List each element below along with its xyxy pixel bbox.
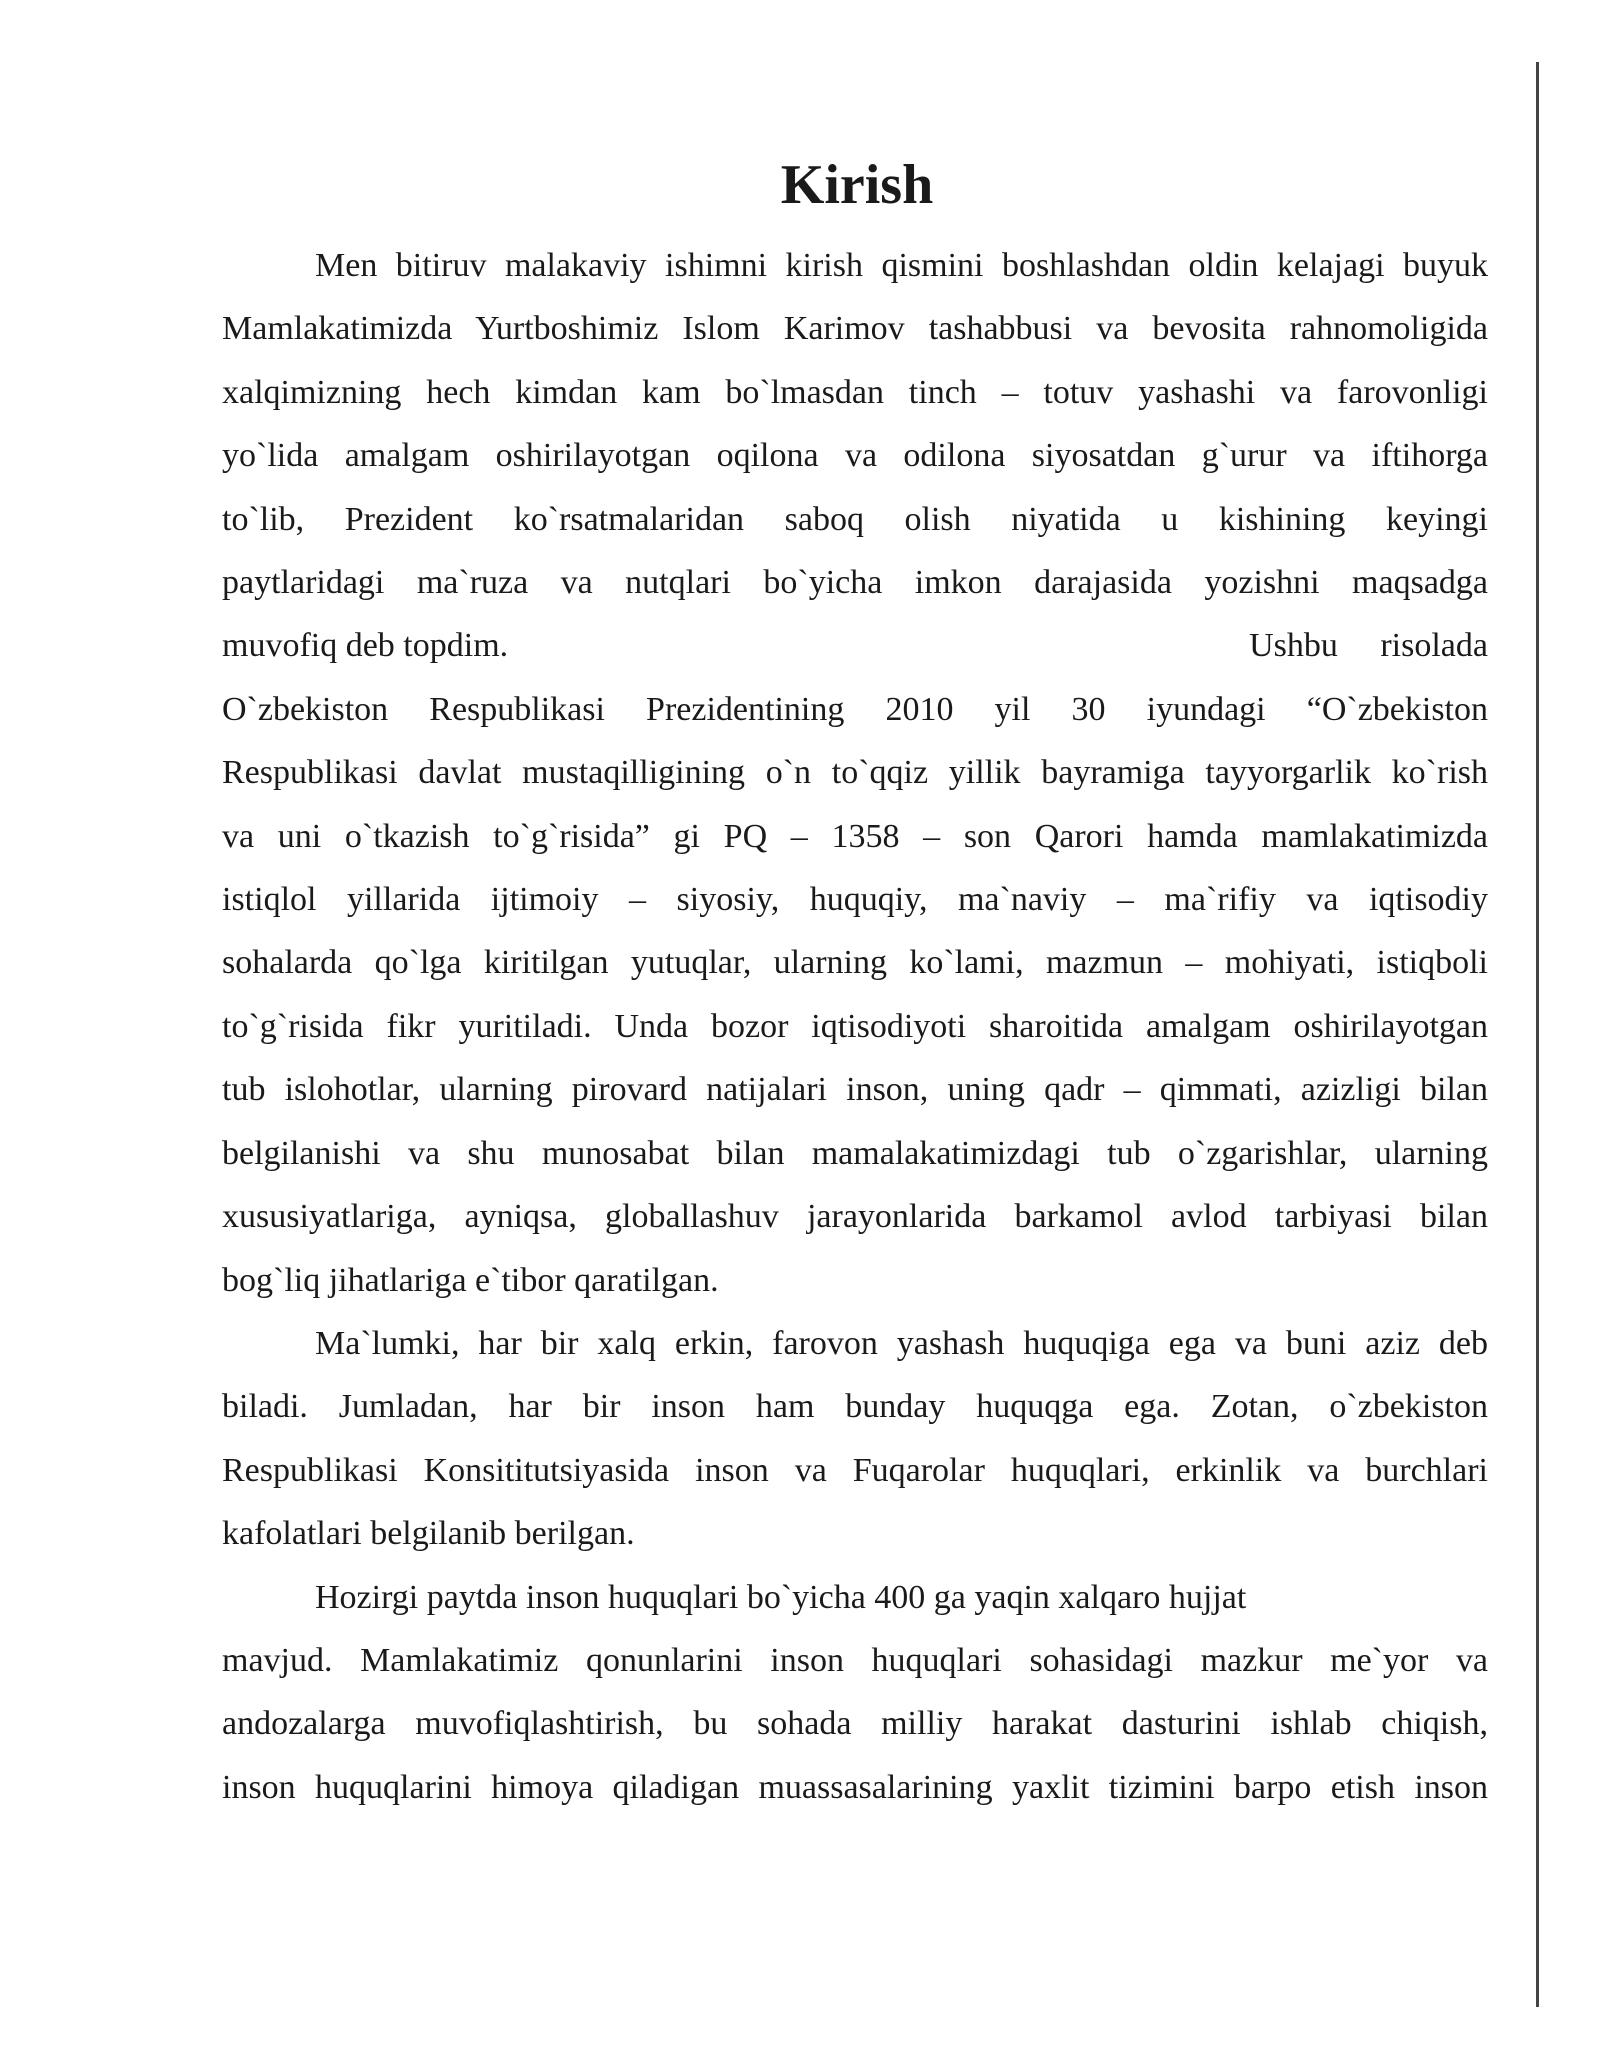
text-line: to`lib, Prezident ko`rsatmalaridan saboq olish niyatida u kishining keyingi (222, 500, 1488, 538)
text-line: xalqimizning hech kimdan kam bo`lmasdan tinch – totuv yashashi va farovonligi (222, 373, 1488, 411)
paragraph-1 (222, 234, 1488, 678)
text-line: xususiyatlariga, ayniqsa, globallashuv jarayonlarida barkamol avlod tarbiyasi bilan (222, 1198, 1488, 1236)
text-line: O`zbekiston Respublikasi Prezidentining 2010 yil 30 iyundagi “O`zbekiston (222, 690, 1488, 728)
text-line: paytlaridagi ma`ruza va nutqlari bo`yicha imkon darajasida yozishni maqsadga (222, 564, 1488, 602)
text-line: Hozirgi paytda inson huquqlari bo`yicha 400 ga yaqin xalqaro hujjat (315, 1578, 1247, 1616)
text-line: va uni o`tkazish to`g`risida” gi PQ – 1358 – son Qarori hamda mamlakatimizda (222, 817, 1488, 855)
text-line-left: muvofiq deb topdim. (222, 627, 509, 665)
text-line: yo`lida amalgam oshirilayotgan oqilona va odilona siyosatdan g`urur va iftihorga (222, 437, 1488, 475)
text-line-right: Ushbu risolada (1249, 627, 1488, 665)
text-line: sohalarda qo`lga kiritilgan yutuqlar, ularning ko`lami, mazmun – mohiyati, istiqboli (222, 944, 1488, 982)
text-line: Mamlakatimizda Yurtboshimiz Islom Karimov tashabbusi va bevosita rahnomoligida (222, 310, 1488, 348)
page-margin-rule (1536, 62, 1539, 2007)
text-line: belgilanishi va shu munosabat bilan mamalakatimizdagi tub o`zgarishlar, ularning (222, 1134, 1488, 1172)
text-line: Respublikasi Konsititutsiyasida inson va Fuqarolar huquqlari, erkinlik va burchlari (222, 1451, 1488, 1489)
text-line: biladi. Jumladan, har bir inson ham bunday huquqga ega. Zotan, o`zbekiston (222, 1388, 1488, 1426)
page-title: Kirish (780, 154, 934, 216)
text-line: andozalarga muvofiqlashtirish, bu sohada milliy harakat dasturini ishlab chiqish, (222, 1705, 1488, 1743)
text-line: Respublikasi davlat mustaqilligining o`n to`qqiz yillik bayramiga tayyorgarlik ko`rish (222, 754, 1488, 792)
text-line: inson huquqlarini himoya qiladigan muassasalarining yaxlit tizimini barpo etish inson (222, 1768, 1488, 1806)
text-line: Men bitiruv malakaviy ishimni kirish qismini boshlashdan oldin kelajagi buyuk (315, 247, 1488, 284)
paragraph-2 (222, 678, 1488, 1312)
paragraph-3 (222, 1312, 1488, 1566)
text-line: bog`liq jihatlariga e`tibor qaratilgan. (222, 1261, 719, 1299)
text-line: Ma`lumki, har bir xalq erkin, farovon yashash huquqiga ega va buni aziz deb (315, 1324, 1488, 1362)
text-line: mavjud. Mamlakatimiz qonunlarini inson huquqlari sohasidagi mazkur me`yor va (222, 1641, 1488, 1679)
paragraph-4 (222, 1566, 1488, 1820)
document-body (222, 140, 1488, 1819)
text-line: tub islohotlar, ularning pirovard natijalari inson, uning qadr – qimmati, azizligi bilan (222, 1071, 1488, 1109)
text-line-split (222, 614, 1488, 677)
text-line: kafolatlari belgilanib berilgan. (222, 1515, 635, 1553)
text-line: istiqlol yillarida ijtimoiy – siyosiy, huquqiy, ma`naviy – ma`rifiy va iqtisodiy (222, 881, 1488, 919)
text-line: to`g`risida fikr yuritiladi. Unda bozor iqtisodiyoti sharoitida amalgam oshirilayotgan (222, 1007, 1488, 1045)
